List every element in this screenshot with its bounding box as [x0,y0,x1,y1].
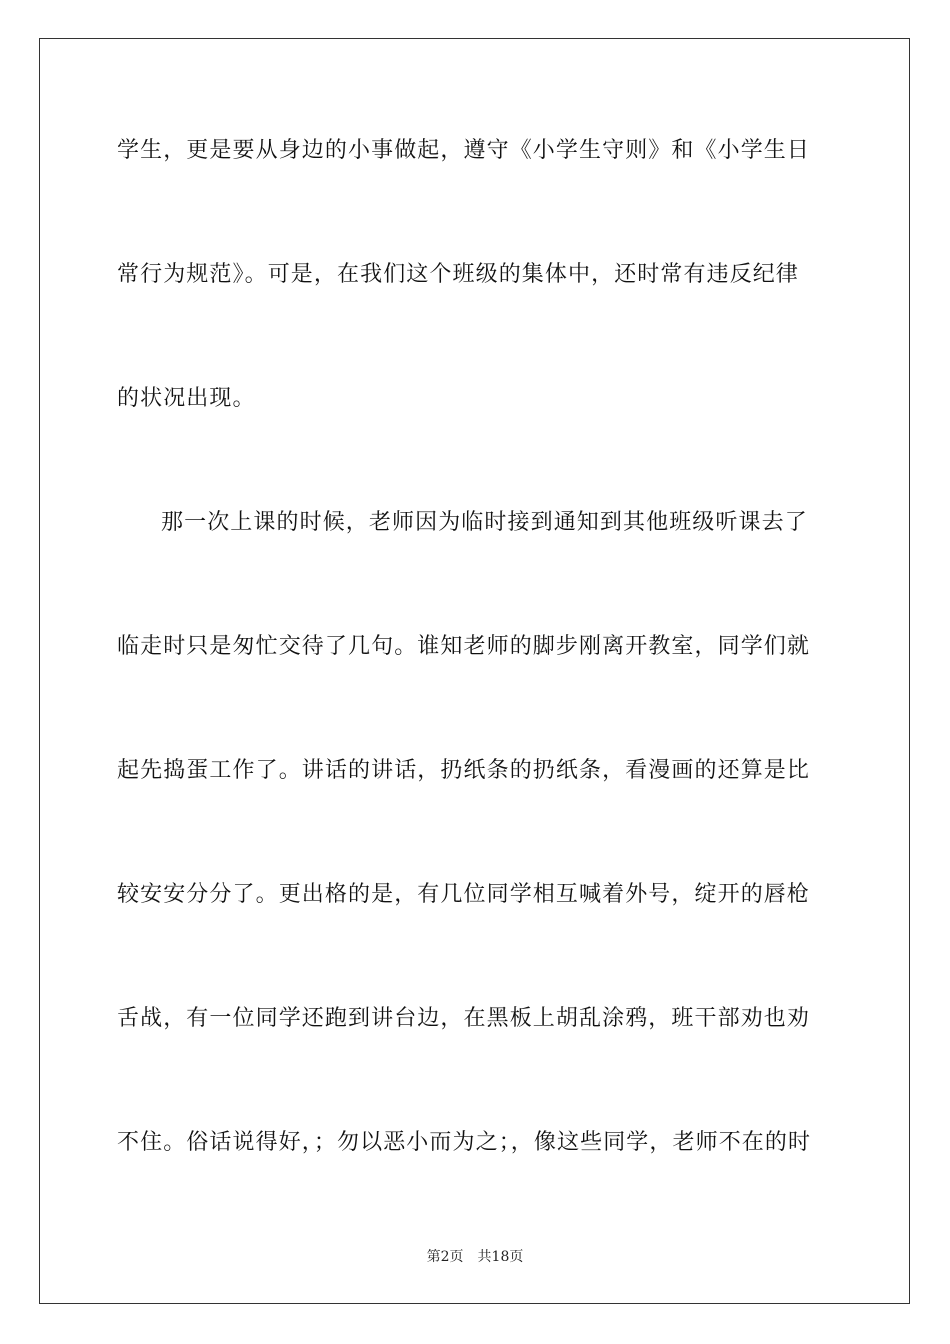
body-text-line: 常行为规范》。可是，在我们这个班级的集体中，还时常有违反纪律 [117,262,800,287]
body-text-line: 较安安分分了。更出格的是，有几位同学相互喊着外号，绽开的唇枪 [117,882,811,907]
paragraph-first-line: 那一次上课的时候，老师因为临时接到通知到其他班级听课去了 [161,510,808,535]
page-border [39,38,910,1304]
page-total: 共18页 [477,1249,524,1265]
body-text-line: 学生，更是要从身边的小事做起，遵守《小学生守则》和《小学生日 [117,138,811,163]
body-text-line: 的状况出现。 [117,386,256,411]
body-text-line: 临走时只是匆忙交待了几句。谁知老师的脚步刚离开教室，同学们就 [117,634,811,659]
page-number: 第2页 [426,1249,464,1265]
body-text-line: 不住。俗话说得好，；勿以恶小而为之；，像这些同学，老师不在的时 [117,1130,812,1155]
page-footer [0,1248,950,1266]
body-text-line: 舌战，有一位同学还跑到讲台边，在黑板上胡乱涂鸦，班干部劝也劝 [117,1006,811,1031]
body-text-line: 起先捣蛋工作了。讲话的讲话，扔纸条的扔纸条，看漫画的还算是比 [117,758,811,783]
